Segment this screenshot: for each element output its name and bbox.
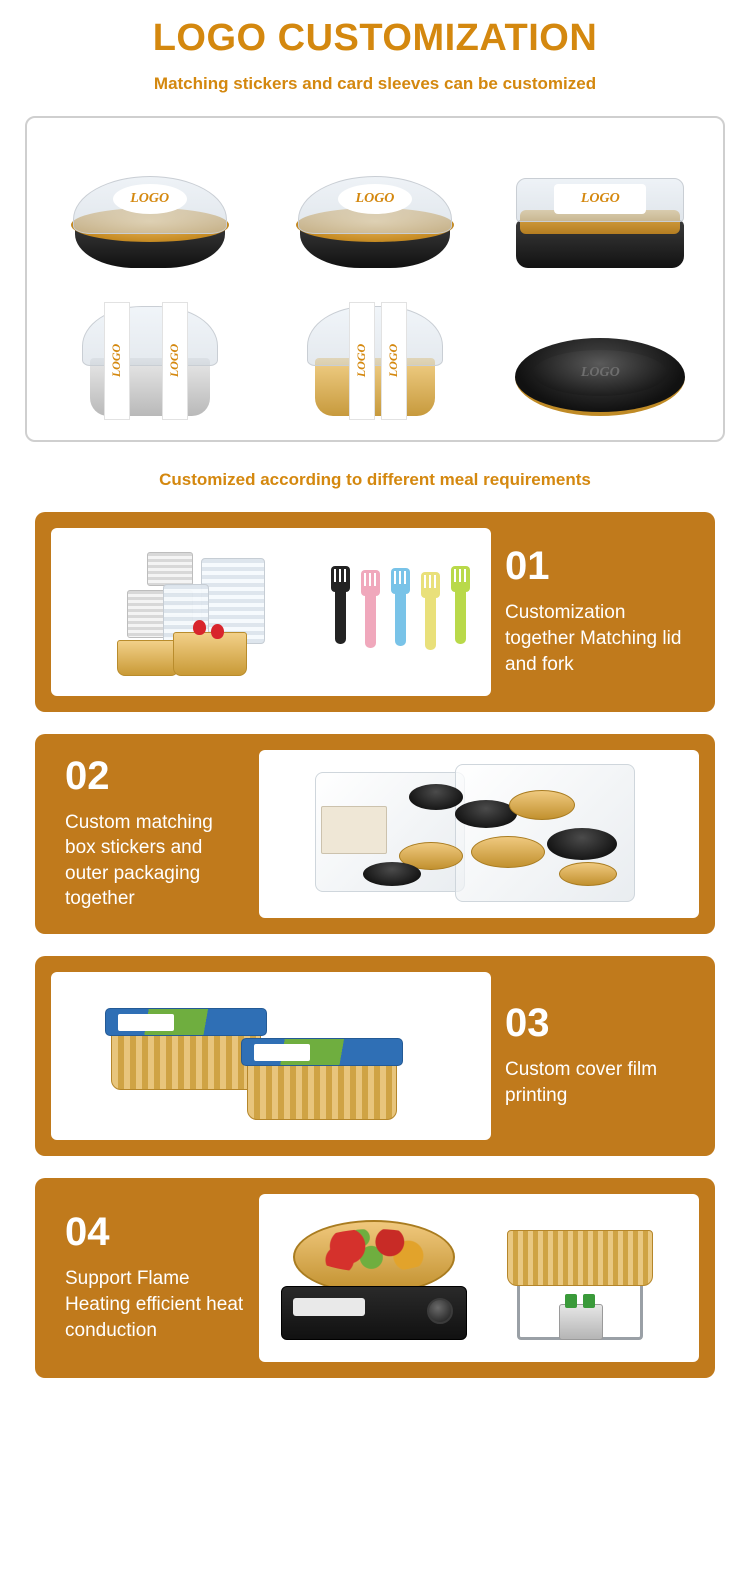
sleeve-logo-text: LOGO	[354, 344, 369, 378]
gold-container-b	[471, 836, 545, 868]
feature-description-03: Custom cover film printing	[505, 1059, 658, 1106]
black-lid-c	[547, 828, 617, 860]
showcase-row-top	[37, 134, 713, 274]
gold-container-a	[509, 790, 575, 820]
page-subtitle: Matching stickers and card sleeves can be customized	[153, 73, 597, 93]
page-header	[0, 0, 750, 94]
feature-card-list	[35, 512, 715, 1378]
feature-description-01: Customization together Matching lid and fork	[505, 602, 682, 675]
cup-graphic	[315, 344, 435, 416]
feature-photo-box-stickers-packaging	[259, 750, 699, 918]
showcase-item-black-round-lid-top-view	[495, 282, 705, 422]
fork-black	[335, 566, 346, 644]
black-round-lid	[515, 338, 685, 416]
round-black-base	[300, 190, 450, 268]
printed-cover-film	[105, 1008, 267, 1036]
logo-sticker-label: LOGO	[113, 184, 187, 214]
film-white-label	[254, 1044, 310, 1061]
logo-sticker-label: LOGO	[554, 184, 646, 214]
fork-pink	[365, 570, 376, 648]
rect-black-base	[516, 190, 684, 268]
feature-text-01	[491, 528, 699, 696]
fuel-cap-right	[583, 1294, 595, 1308]
feature-text-04	[51, 1194, 259, 1362]
feature-card-04	[35, 1178, 715, 1378]
card-sleeve-left	[349, 302, 375, 420]
clear-dome-lid	[307, 306, 443, 366]
black-lid-b	[455, 800, 517, 828]
gold-foil-box-body	[247, 1058, 397, 1120]
gold-foil-chafing-tray	[507, 1230, 653, 1286]
black-lid-a	[409, 784, 463, 810]
gold-foil-tray-left	[117, 640, 179, 676]
feature-photo-lid-and-fork	[51, 528, 491, 696]
showcase-item-gold-foil-cup-dual-sleeve	[270, 282, 480, 422]
food-contents	[308, 1229, 441, 1272]
showcase-item-silver-foil-cup-dual-sleeve	[45, 282, 255, 422]
feature-card-02	[35, 734, 715, 934]
showcase-item-round-black-gold-bowl-flat-label	[270, 134, 480, 274]
bowl-graphic	[75, 190, 225, 268]
feature-photo-cover-film-printing	[51, 972, 491, 1140]
section-heading: Customized according to different meal requirements	[159, 469, 591, 489]
feature-number-01: 01	[505, 544, 550, 589]
foil-tray-stack-small	[147, 552, 193, 586]
strawberry-garnish-1	[193, 620, 206, 635]
silver-foil-cup	[90, 344, 210, 416]
gold-foil-box-body	[111, 1028, 261, 1090]
sleeve-logo-text: LOGO	[167, 344, 182, 378]
gold-foil-cup	[315, 344, 435, 416]
showcase-item-round-black-gold-bowl-domed-lid	[45, 134, 255, 274]
fuel-cap-left	[565, 1294, 577, 1308]
clear-dome-lid	[82, 306, 218, 366]
printed-cover-film	[241, 1038, 403, 1066]
printed-paper-card	[321, 806, 387, 854]
page-title: LOGO CUSTOMIZATION	[152, 17, 598, 59]
gold-foil-tray-right	[173, 632, 247, 676]
sleeve-logo-text: LOGO	[109, 344, 124, 378]
fork-yellow	[425, 572, 436, 650]
fuel-can	[559, 1304, 603, 1340]
feature-card-03	[35, 956, 715, 1156]
feature-card-01	[35, 512, 715, 712]
card-sleeve-left	[104, 302, 130, 420]
tray-graphic	[516, 190, 684, 268]
cup-graphic	[90, 344, 210, 416]
bowl-graphic	[300, 190, 450, 268]
sleeve-logo-text: LOGO	[386, 344, 401, 378]
fork-blue	[395, 568, 406, 646]
lid-logo-emboss: LOGO	[533, 350, 667, 396]
feature-description-04: Support Flame Heating efficient heat conduction	[65, 1268, 244, 1341]
fork-green	[455, 566, 466, 644]
black-lid-d	[363, 862, 421, 886]
feature-text-02	[51, 750, 259, 918]
feature-number-04: 04	[65, 1210, 110, 1255]
feature-description-02: Custom matching box stickers and outer packaging together	[65, 811, 213, 910]
card-sleeve-right	[381, 302, 407, 420]
round-black-base	[75, 190, 225, 268]
logo-sticker-label: LOGO	[338, 184, 412, 214]
lid-graphic	[515, 338, 685, 416]
stove-brand-panel	[293, 1298, 365, 1316]
film-white-label	[118, 1014, 174, 1031]
feature-photo-flame-heating	[259, 1194, 699, 1362]
feature-number-03: 03	[505, 1001, 550, 1046]
feature-number-02: 02	[65, 753, 110, 798]
product-showcase-panel	[25, 116, 725, 442]
showcase-row-bottom	[37, 282, 713, 422]
gold-foil-wok-with-food	[293, 1220, 455, 1294]
printed-film-box-right	[247, 1038, 409, 1134]
gold-container-d	[559, 862, 617, 886]
showcase-item-rectangular-black-gold-tray-clear-lid	[495, 134, 705, 274]
feature-text-03	[491, 972, 699, 1140]
strawberry-garnish-2	[211, 624, 224, 639]
stove-knob	[427, 1298, 453, 1324]
card-sleeve-right	[162, 302, 188, 420]
